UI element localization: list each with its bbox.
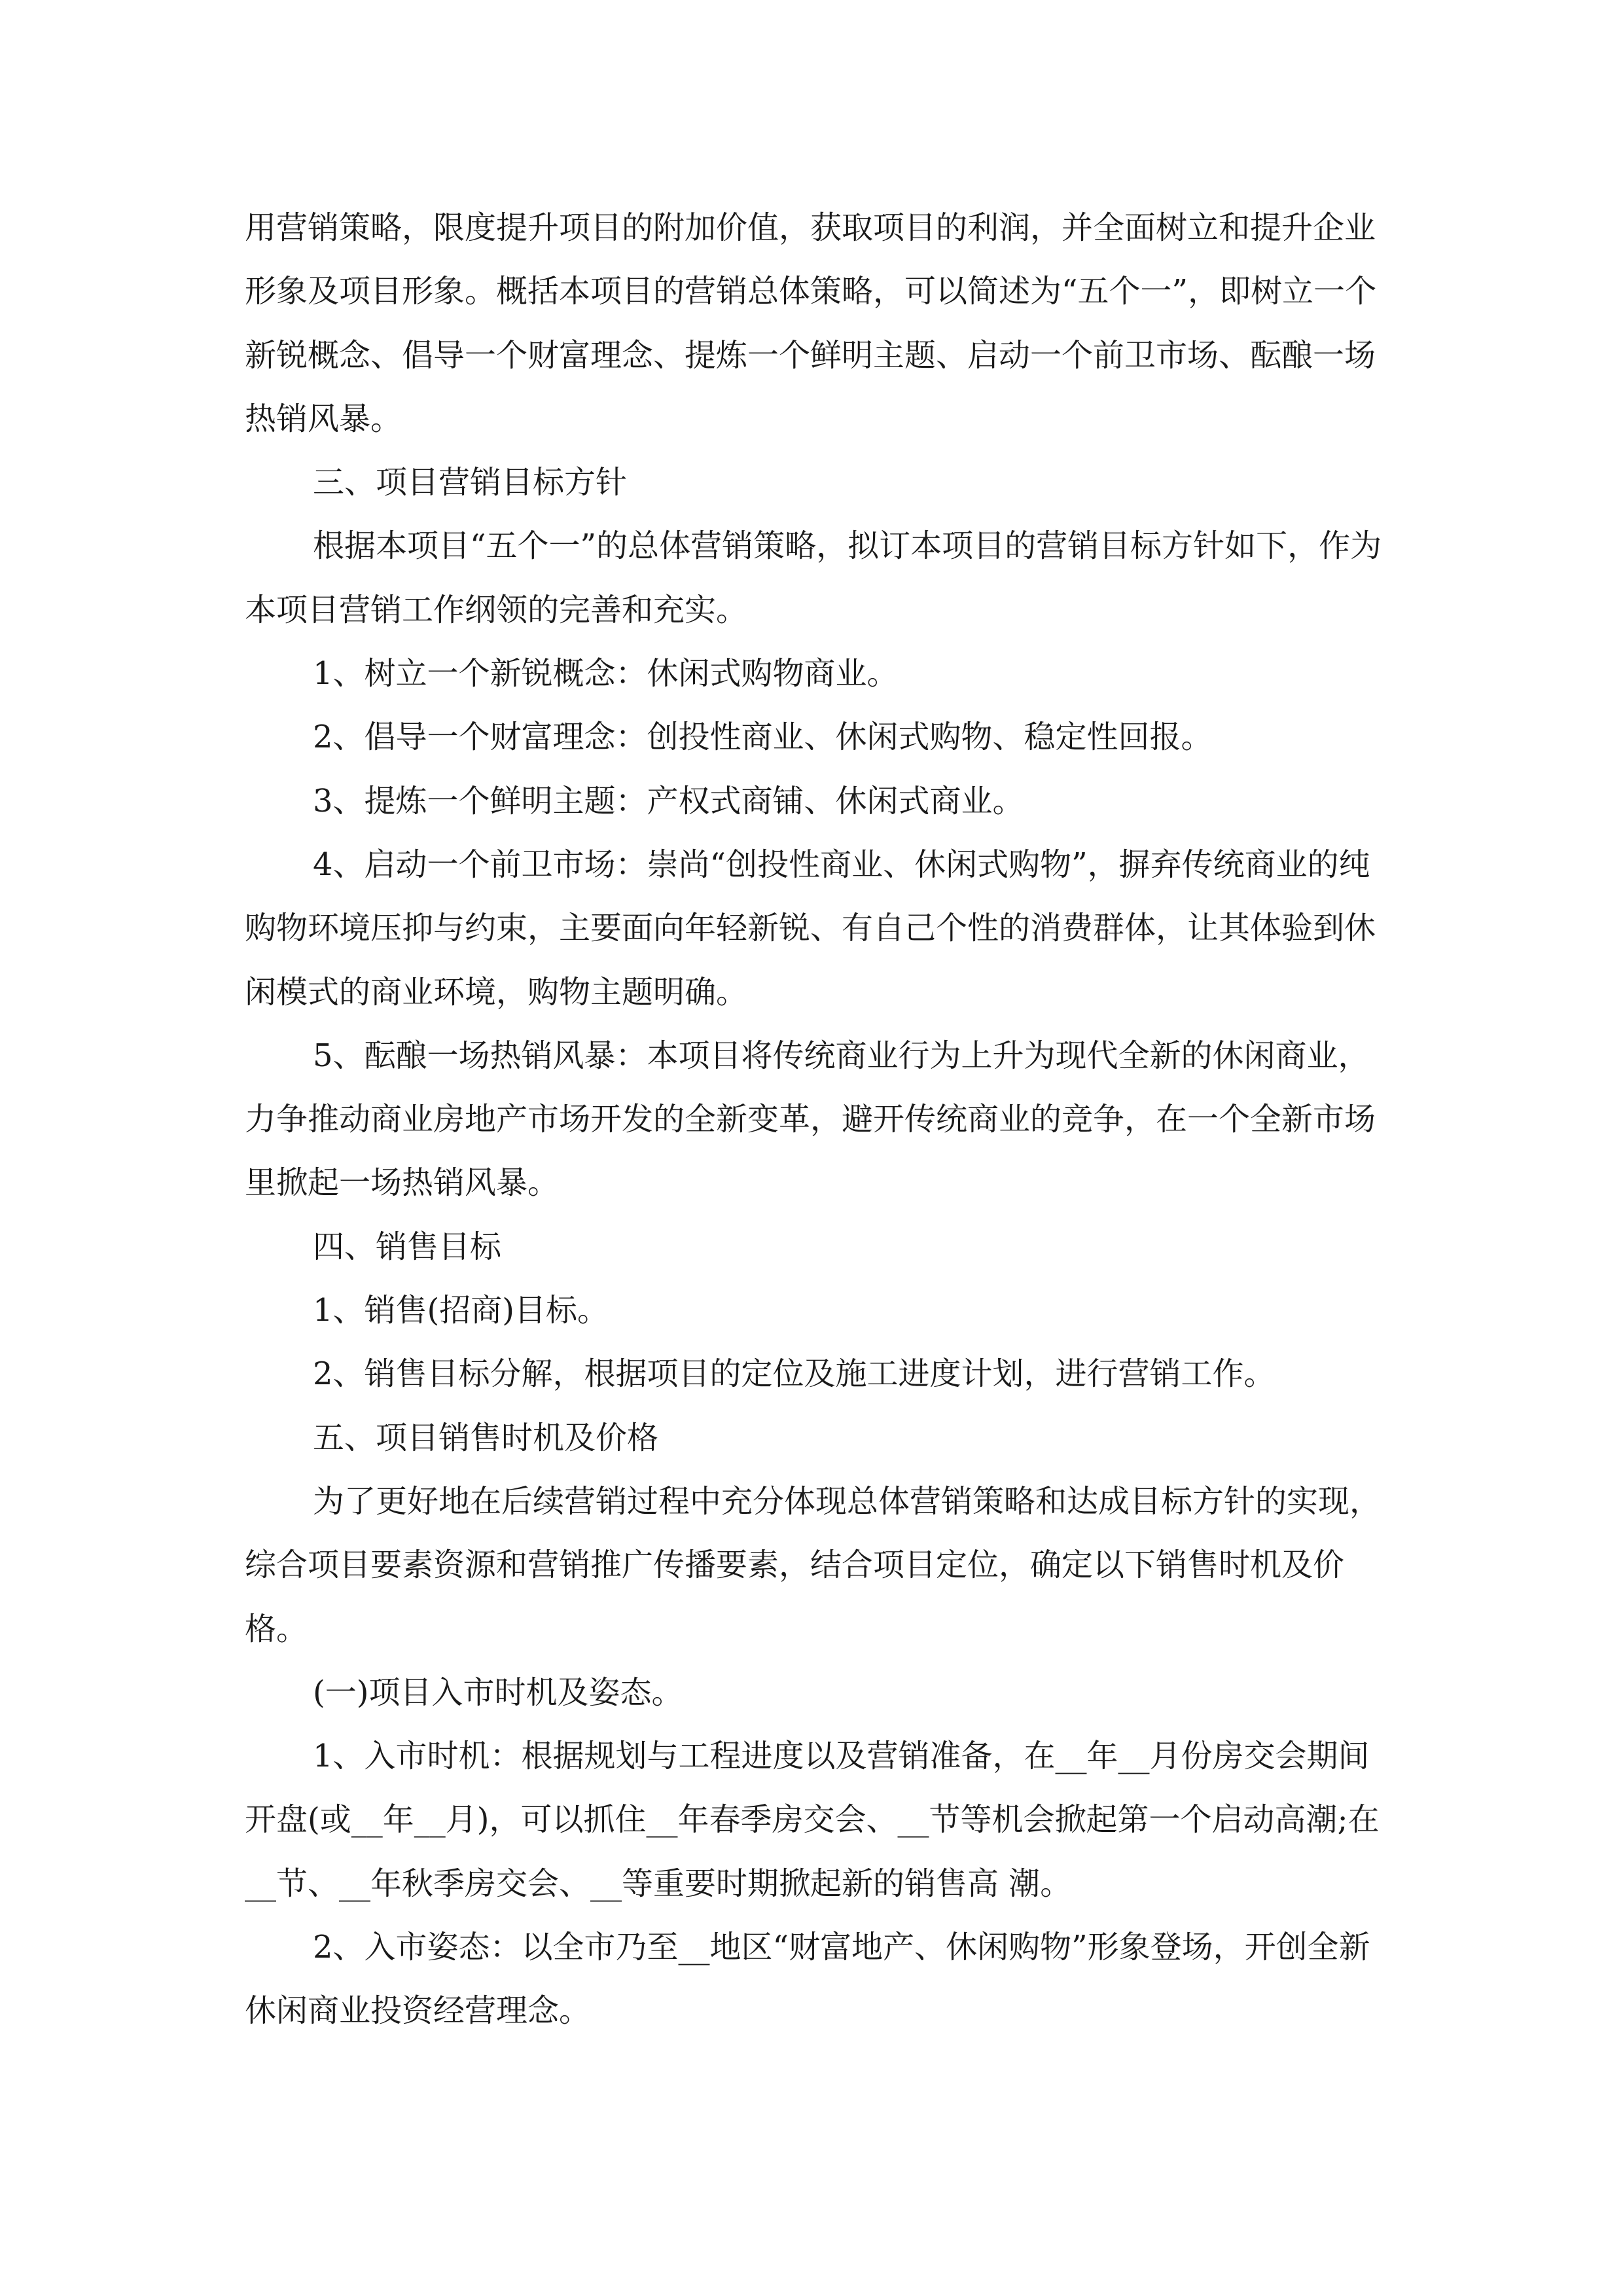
section-heading: 四、销售目标	[313, 1228, 502, 1265]
list-item: 2、入市姿态：以全市乃至__地区“财富地产、休闲购物”形象登场，开创全新休闲商业投资经营理念。	[245, 1929, 1370, 2030]
list-item: 1、树立一个新锐概念：休闲式购物商业。	[313, 655, 899, 692]
sub-heading: (一)项目入市时机及姿态。	[313, 1674, 683, 1711]
list-item: 1、销售(招商)目标。	[313, 1292, 609, 1329]
list-item: 1、入市时机：根据规划与工程进度以及营销准备，在__年__月份房交会期间开盘(或__年__月)，可以抓住__年春季房交会、__节等机会掀起第一个启动高潮;在__节、__年秋季房交会、__等重要时期掀起新的销售高 潮。	[245, 1738, 1380, 1902]
document-page	[245, 196, 1397, 2043]
paragraph: 为了更好地在后续营销过程中充分体现总体营销策略和达成目标方针的实现，综合项目要素资源和营销推广传播要素，结合项目定位，确定以下销售时机及价格。	[245, 1482, 1382, 1647]
paragraph: 用营销策略，限度提升项目的附加价值，获取项目的利润，并全面树立和提升企业形象及项目形象。概括本项目的营销总体策略，可以简述为“五个一”，即树立一个新锐概念、倡导一个财富理念、提炼一个鲜明主题、启动一个前卫市场、酝酿一场热销风暴。	[245, 209, 1377, 437]
list-item: 3、提炼一个鲜明主题：产权式商铺、休闲式商业。	[313, 782, 1024, 819]
section-heading: 三、项目营销目标方针	[313, 464, 628, 501]
paragraph: 根据本项目“五个一”的总体营销策略，拟订本项目的营销目标方针如下，作为本项目营销工作纲领的完善和充实。	[245, 528, 1382, 628]
list-item: 5、酝酿一场热销风暴：本项目将传统商业行为上升为现代全新的休闲商业，力争推动商业房地产市场开发的全新变革，避开传统商业的竞争，在一个全新市场里掀起一场热销风暴。	[245, 1037, 1376, 1202]
section-heading: 五、项目销售时机及价格	[313, 1419, 659, 1456]
list-item: 2、销售目标分解，根据项目的定位及施工进度计划，进行营销工作。	[313, 1355, 1275, 1393]
list-item: 2、倡导一个财富理念：创投性商业、休闲式购物、稳定性回报。	[313, 719, 1213, 756]
list-item: 4、启动一个前卫市场：崇尚“创投性商业、休闲式购物”，摒弃传统商业的纯购物环境压抑与约束，主要面向年轻新锐、有自己个性的消费群体，让其体验到休闲模式的商业环境，购物主题明确。	[245, 846, 1376, 1011]
